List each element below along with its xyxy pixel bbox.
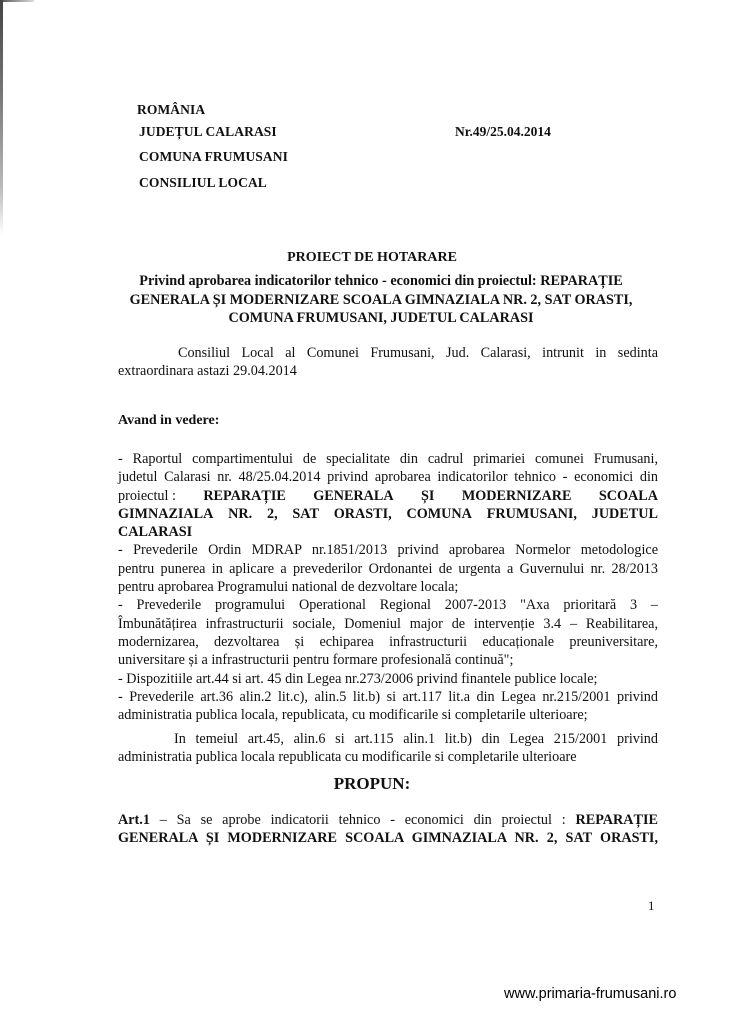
list-line-project [118, 487, 658, 505]
header-country: ROMÂNIA [137, 102, 206, 117]
legal-basis-paragraph [118, 730, 658, 767]
project-word: JUDETUL [591, 505, 658, 522]
project-word: NR. [228, 505, 253, 522]
subtitle-line: COMUNA FRUMUSANI, JUDETUL CALARASI [228, 310, 534, 326]
considering-item-ordin [118, 541, 658, 596]
considering-item-admin-law [118, 688, 658, 725]
list-line: judetul Calarasi nr. 48/25.04.2014 privind aprobarea indicatorilor tehnico - economici din [118, 469, 658, 486]
project-word: REPARAȚIE [203, 487, 286, 504]
article-1 [118, 811, 658, 848]
list-line: - Prevederile art.36 alin.2 lit.c), alin.5 lit.b) si art.117 lit.a din Legea nr.215/2001 privind [118, 688, 658, 705]
list-line: - Prevederile programului Operational Regional 2007-2013 "Axa prioritară 3 – [118, 597, 658, 614]
header-council: CONSILIUL LOCAL [139, 175, 267, 190]
scan-edge-top [0, 0, 34, 2]
considering-item-report [118, 450, 658, 541]
considering-item-finance-law [118, 670, 658, 688]
article-line [118, 811, 658, 829]
header-commune: COMUNA FRUMUSANI [139, 149, 288, 164]
list-line: universitare și a infrastructurii pentru formare profesională continuă"; [118, 652, 514, 669]
list-line: modernizarea, dezvoltarea și echiparea infrastructurii educaționale preuniversitare, [118, 633, 658, 650]
project-word: ORASTI, [333, 505, 392, 522]
page-number: 1 [648, 898, 655, 913]
article-line: GENERALA ȘI MODERNIZARE SCOALA GIMNAZIALA NR. 2, SAT ORASTI, [118, 830, 658, 847]
list-line: pentru aprobarea Programului national de dezvoltare locala; [118, 579, 459, 596]
subtitle-line: GENERALA ȘI MODERNIZARE SCOALA GIMNAZIALA NR. 2, SAT ORASTI, [129, 291, 633, 308]
article-project-name: REPARAȚIE [575, 812, 658, 828]
list-line: - Prevederile Ordin MDRAP nr.1851/2013 privind aprobarea Normelor metodologice [118, 542, 658, 559]
project-word: COMUNA [406, 505, 472, 522]
project-word: SCOALA [598, 487, 658, 504]
document-title: PROIECT DE HOTARARE [287, 250, 457, 265]
intro-paragraph [118, 344, 658, 381]
considering-heading: Avand in vedere: [118, 413, 220, 428]
legal-basis-line: administratia publica locala republicata cu modificarile si completarile ulterioare [118, 749, 577, 766]
considering-list [118, 450, 658, 724]
project-word: GIMNAZIALA [118, 505, 214, 522]
considering-item-por [118, 596, 658, 669]
list-line-project [118, 505, 658, 523]
scan-edge-left [0, 0, 3, 235]
project-word: MODERNIZARE [461, 487, 572, 504]
article-label: Art.1 [118, 812, 150, 828]
list-line: administratia publica locala, republicata, cu modificarile si completarile ulterioare; [118, 707, 588, 724]
list-line: Îmbunătățirea infrastructurii sociale, Domeniul major de intervenție 3.4 – Reabilitarea, [118, 615, 658, 632]
project-word: ȘI [421, 487, 435, 504]
legal-basis-line: In temeiul art.45, alin.6 si art.115 alin.1 lit.b) din Legea 215/2001 privind [174, 731, 658, 747]
project-prefix: proiectul : [118, 487, 176, 504]
project-word: FRUMUSANI, [486, 505, 577, 522]
header-county: JUDEȚUL CALARASI [139, 124, 277, 139]
project-word: 2, [267, 505, 278, 522]
project-word: GENERALA [313, 487, 394, 504]
registration-number: Nr.49/25.04.2014 [455, 124, 551, 139]
list-line: CALARASI [118, 524, 193, 541]
project-word: SAT [292, 505, 319, 522]
article-text: – Sa se aprobe indicatorii tehnico - economici din proiectul : [149, 812, 576, 828]
list-line: pentru punerea in aplicare a prevederilor Ordonantei de urgenta a Guvernului nr. 28/2013 [118, 560, 658, 577]
document-subtitle [100, 272, 662, 328]
intro-line: extraordinara astazi 29.04.2014 [118, 363, 297, 380]
subtitle-line: Privind aprobarea indicatorilor tehnico - economici din proiectul: REPARAȚIE [139, 273, 623, 289]
propose-heading: PROPUN: [333, 774, 411, 793]
list-line: - Dispozitiile art.44 si art. 45 din Legea nr.273/2006 privind finantele publice locale; [118, 670, 598, 687]
list-line: - Raportul compartimentului de specialitate din cadrul primariei comunei Frumusani, [118, 451, 658, 467]
website-link[interactable]: www.primaria-frumusani.ro [504, 986, 677, 1002]
intro-line: Consiliul Local al Comunei Frumusani, Jud. Calarasi, intrunit in sedinta [178, 345, 658, 361]
